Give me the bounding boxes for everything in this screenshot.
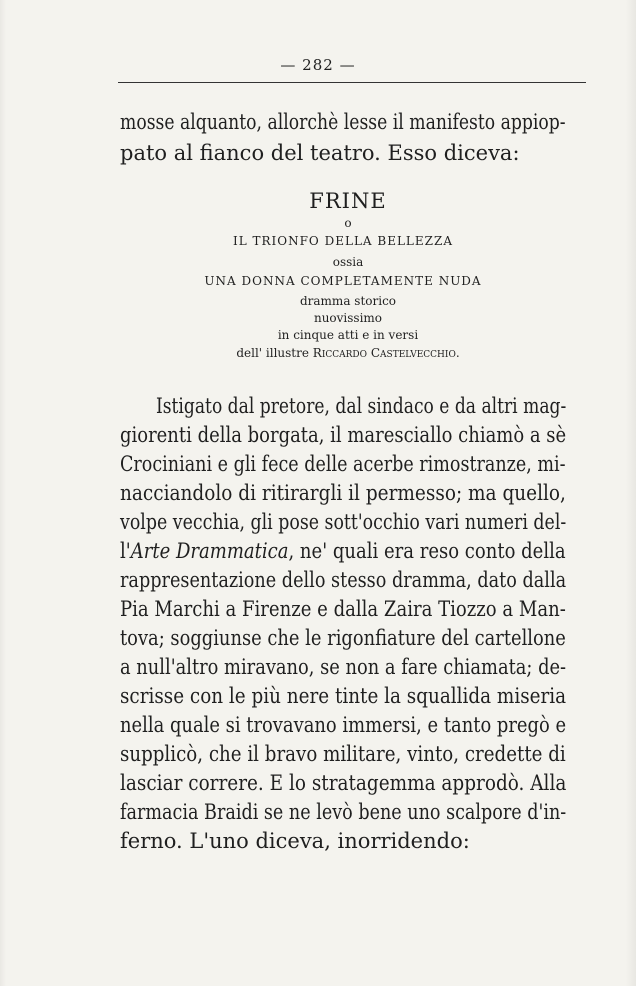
- page-number: — 282 —: [280, 56, 356, 74]
- poster-o: o: [344, 216, 352, 230]
- poster-ossia: ossia: [332, 255, 364, 269]
- italic-line-before: l': [120, 539, 131, 563]
- paragraph-line-4: nacciandolo di ritirargli il permesso; ma quello,: [120, 481, 566, 505]
- paragraph-line-11: scrisse con le più nere tinte la squallida miseria: [120, 684, 567, 708]
- header-rule: [118, 82, 586, 83]
- author-last-rest: ASTELVECCHIO: [380, 350, 456, 360]
- poster-alt-title: UNA DONNA COMPLETAMENTE NUDA: [204, 274, 482, 288]
- paragraph-line-15: farmacia Braidi se ne levò bene uno scalpore d'in-: [120, 800, 567, 824]
- author-first-rest: ICCARDO: [321, 350, 368, 360]
- poster-novelty: nuovissimo: [313, 311, 383, 325]
- italic-line-after: , ne' quali era reso conto della: [288, 539, 566, 563]
- intro-line-2: pato al fianco del teatro. Esso diceva:: [120, 141, 520, 165]
- poster-author-prefix: dell' illustre: [236, 346, 313, 360]
- paragraph-line-7: rappresentazione dello stesso dramma, dato dalla: [120, 568, 567, 592]
- page-left-edge: [0, 0, 6, 986]
- author-suffix: .: [455, 346, 460, 360]
- intro-line-1: mosse alquanto, allorchè lesse il manifesto appiop-: [120, 110, 566, 134]
- author-last-initial: C: [370, 346, 381, 360]
- paragraph-line-6: [120, 539, 566, 563]
- poster-title: FRINE: [309, 189, 387, 213]
- paragraph-line-12: nella quale si trovavano immersi, e tanto pregò e: [120, 713, 567, 737]
- paragraph-line-2: giorenti della borgata, il maresciallo chiamò a sè: [120, 423, 567, 447]
- journal-title: Arte Drammatica: [130, 539, 289, 563]
- poster-subtitle: IL TRIONFO DELLA BELLEZZA: [232, 234, 454, 248]
- poster-genre: dramma storico: [299, 294, 397, 308]
- paragraph-line-8: Pia Marchi a Firenze e dalla Zaira Tiozzo a Man-: [120, 597, 566, 621]
- paragraph-line-3: Crociniani e gli fece delle acerbe rimostranze, mi-: [120, 452, 566, 476]
- paragraph-line-13: supplicò, che il bravo militare, vinto, credette di: [120, 742, 566, 766]
- paragraph-line-16: ferno. L'uno diceva, inorridendo:: [120, 829, 470, 853]
- paragraph-line-14: lasciar correre. E lo stratagemma approdò. Alla: [120, 771, 567, 795]
- paragraph-line-9: tova; soggiunse che le rigonfiature del cartellone: [120, 626, 566, 650]
- author-first-initial: R: [312, 346, 322, 360]
- page-right-edge: [626, 0, 636, 986]
- poster-structure: in cinque atti e in versi: [277, 328, 419, 342]
- paragraph-line-5: volpe vecchia, gli pose sott'occhio vari numeri del-: [120, 510, 567, 534]
- poster-author: [0, 346, 636, 360]
- paragraph-line-1: Istigato dal pretore, dal sindaco e da altri mag-: [156, 394, 567, 418]
- paragraph-line-10: a null'altro miravano, se non a fare chiamata; de-: [120, 655, 567, 679]
